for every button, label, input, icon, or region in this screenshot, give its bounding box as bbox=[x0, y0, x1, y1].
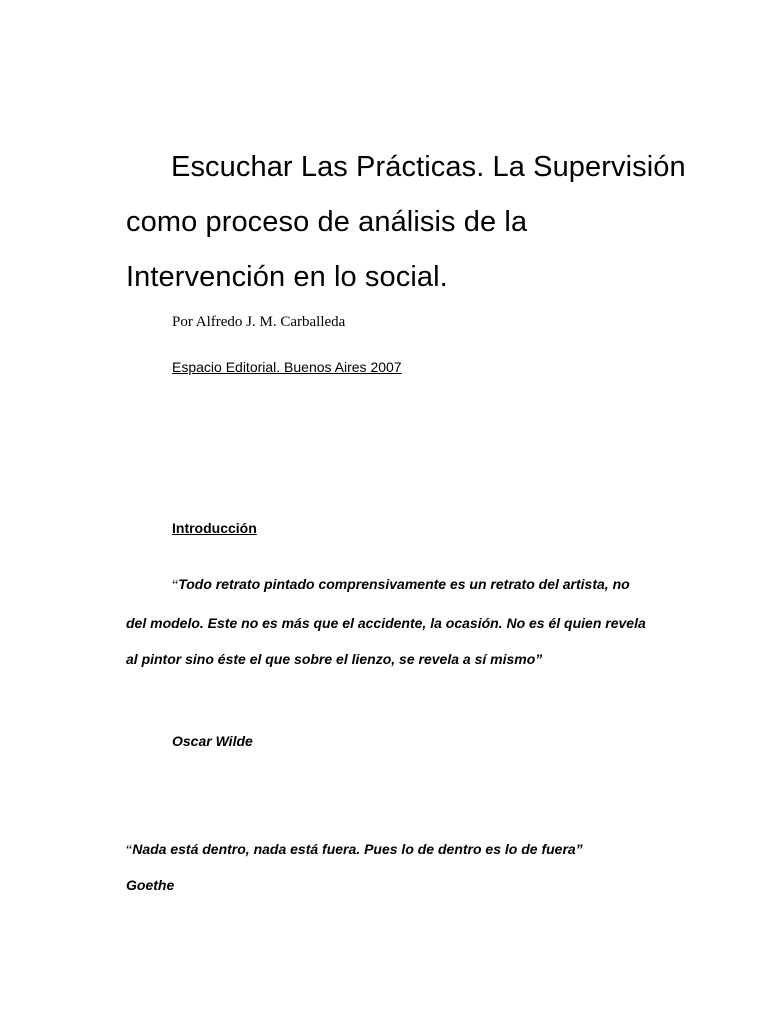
section-heading-introduccion: Introducción bbox=[172, 520, 257, 536]
epigraph-attribution-goethe: Goethe bbox=[126, 877, 175, 893]
epigraph-quote-text: Nada está dentro, nada está fuera. Pues lo de dentro es lo de fuera” bbox=[132, 841, 583, 857]
opening-quote-mark: “ bbox=[126, 843, 133, 858]
epigraph-quote-text: Todo retrato pintado comprensivamente es un retrato del artista, no del modelo. Este no es más que el accidente, la ocasión. No es él quien revela al pintor sino éste el que sobre el lienzo, se revela a sí mismo” bbox=[126, 576, 646, 667]
epigraph-quote-goethe bbox=[126, 839, 686, 861]
opening-quote-mark: “ bbox=[172, 578, 179, 593]
epigraph-attribution-wilde: Oscar Wilde bbox=[172, 733, 253, 749]
document-title: Escuchar Las Prácticas. La Supervisión como proceso de análisis de la Intervención en lo social. bbox=[126, 151, 686, 293]
author-line: Por Alfredo J. M. Carballeda bbox=[172, 314, 346, 330]
publisher-line: Espacio Editorial. Buenos Aires 2007 bbox=[172, 359, 402, 375]
epigraph-quote-wilde bbox=[126, 566, 646, 678]
